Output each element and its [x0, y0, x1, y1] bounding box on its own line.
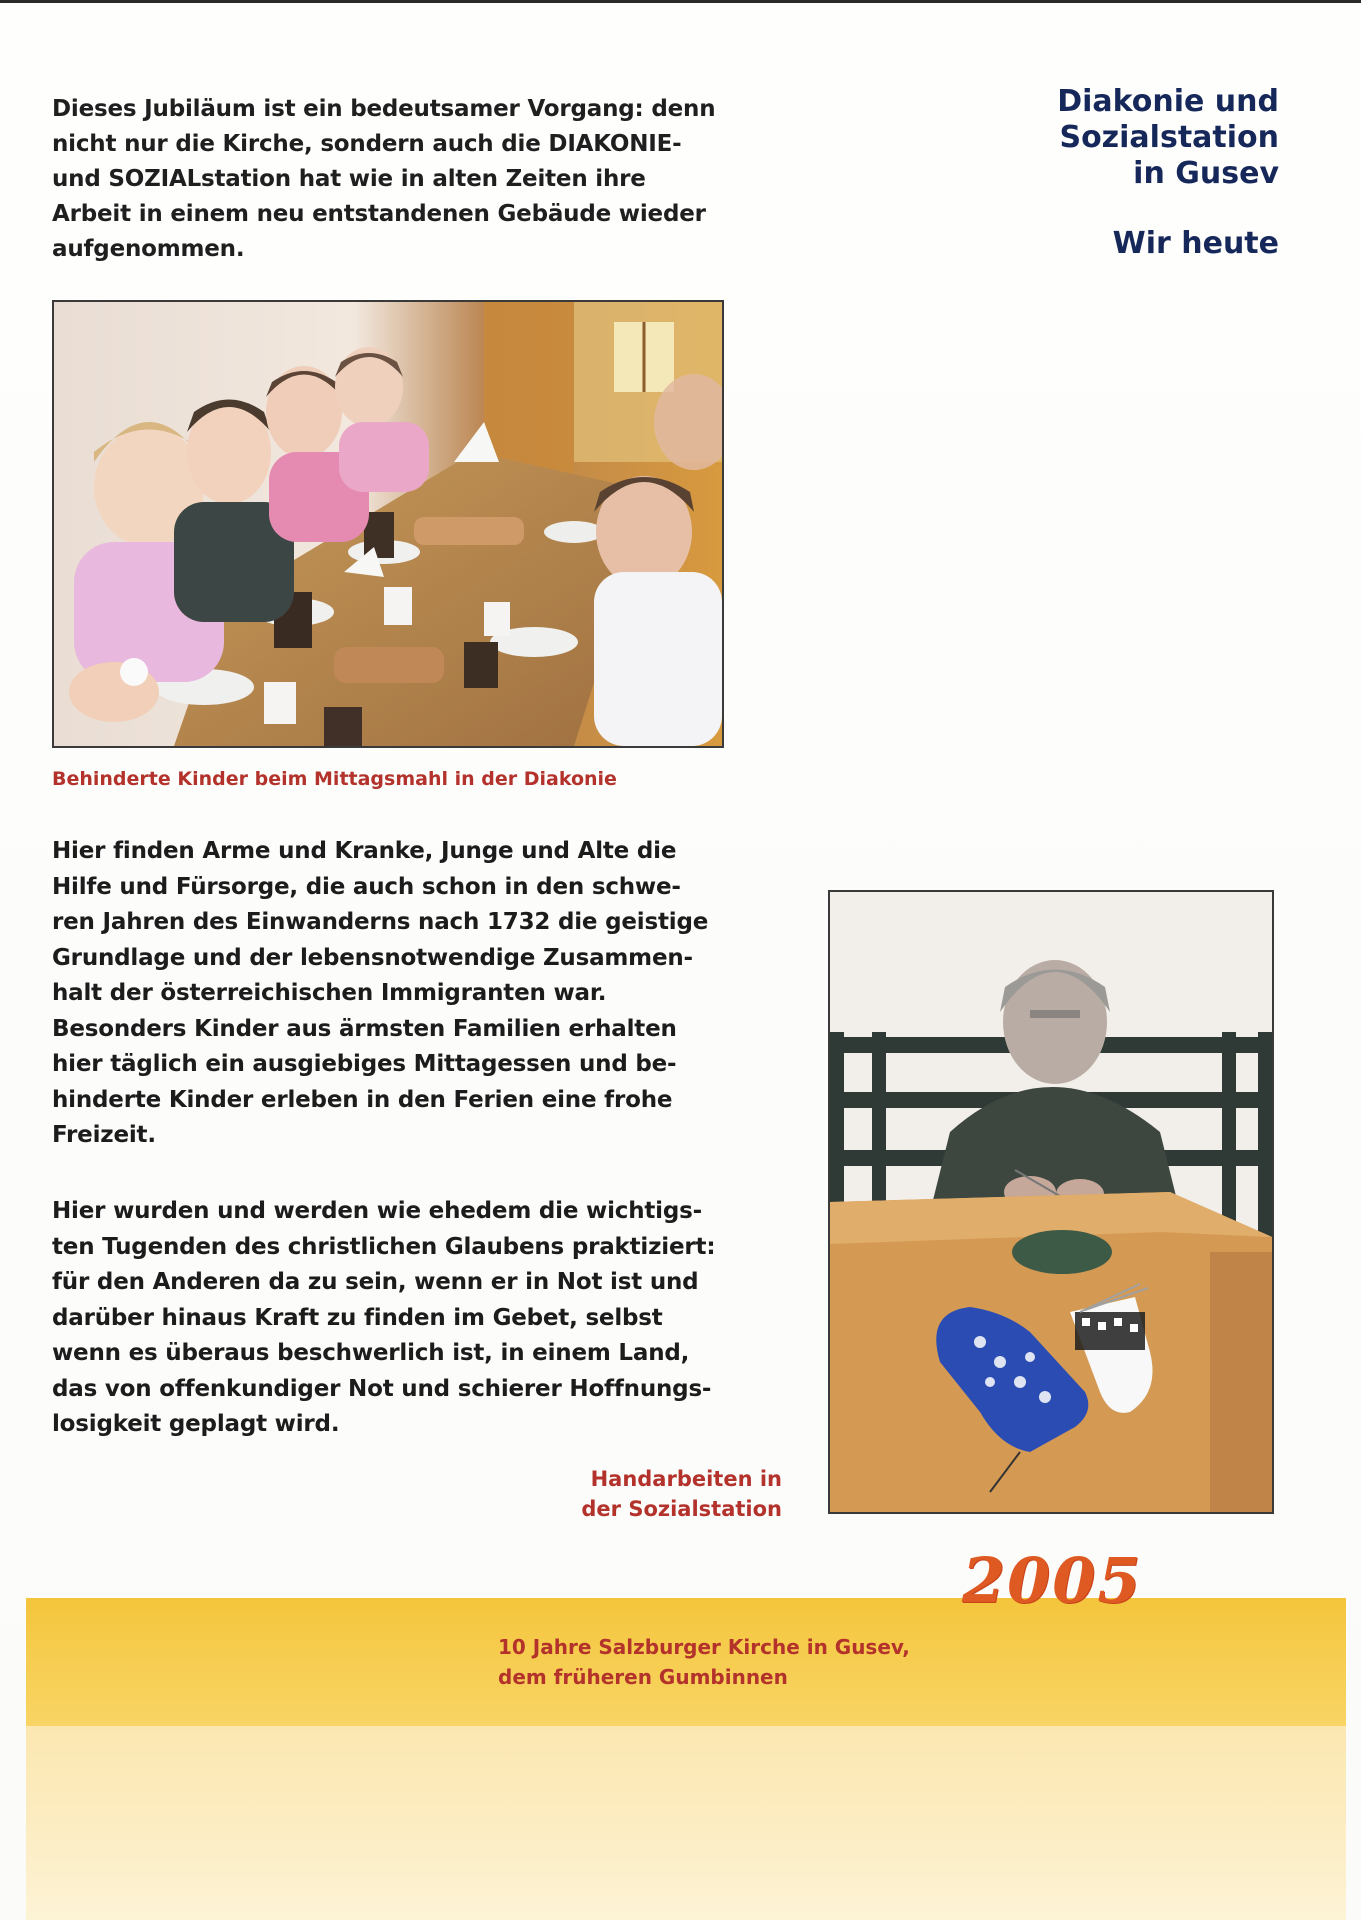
body-line: losigkeit geplagt wird. [52, 1411, 340, 1437]
children-lunch-illustration [54, 302, 722, 746]
body-line: darüber hinaus Kraft zu finden im Gebet, selbst [52, 1304, 663, 1331]
section-title-line-1: Diakonie und [1057, 84, 1279, 119]
body-line: wenn es überaus beschwerlich ist, in einem Land, [52, 1340, 690, 1366]
body-line: Freizeit. [52, 1122, 156, 1148]
top-rule [0, 0, 1361, 3]
children-lunch-photo [52, 300, 724, 748]
knitting-photo-caption [560, 1464, 782, 1524]
intro-line: Arbeit in einem neu entstandenen Gebäude wieder [52, 201, 706, 227]
body-line: Besonders Kinder aus ärmsten Familien erhalten [52, 1015, 677, 1042]
footer-line: 10 Jahre Salzburger Kirche in Gusev, [498, 1635, 910, 1659]
intro-line: nicht nur die Kirche, sondern auch die DIAKONIE- [52, 131, 682, 157]
footer-text [498, 1632, 910, 1692]
body-paragraph-1 [52, 834, 752, 1154]
body-line: halt der österreichischen Immigranten war. [52, 980, 607, 1006]
body-line: Hier wurden und werden wie ehedem die wichtigs- [52, 1198, 702, 1224]
children-photo-caption: Behinderte Kinder beim Mittagsmahl in der Diakonie [52, 768, 617, 790]
footer-line: dem früheren Gumbinnen [498, 1665, 788, 1689]
section-subtitle: Wir heute [1112, 226, 1279, 261]
intro-line: aufgenommen. [52, 236, 245, 262]
body-line: hinderte Kinder erleben in den Ferien eine frohe [52, 1086, 673, 1113]
body-line: Hilfe und Fürsorge, die auch schon in den schwe- [52, 873, 681, 900]
body-line: ren Jahren des Einwanderns nach 1732 die geistige [52, 909, 709, 935]
body-line: das von offenkundiger Not und schierer Hoffnungs- [52, 1375, 712, 1402]
intro-paragraph [52, 92, 762, 267]
section-title-block [919, 84, 1279, 262]
knitting-photo [828, 890, 1274, 1514]
intro-line: und SOZIALstation hat wie in alten Zeiten ihre [52, 166, 646, 192]
body-line: für den Anderen da zu sein, wenn er in Not ist und [52, 1269, 699, 1295]
caption-line: der Sozialstation [581, 1497, 782, 1521]
year-label: 2005 [962, 1544, 1143, 1617]
body-line: hier täglich ein ausgiebiges Mittagessen und be- [52, 1051, 677, 1077]
section-title-line-3: in Gusev [1133, 156, 1279, 191]
knitting-illustration [830, 892, 1272, 1512]
body-paragraph-2 [52, 1194, 752, 1443]
caption-line: Handarbeiten in [590, 1467, 782, 1491]
section-title-line-2: Sozialstation [1059, 120, 1279, 155]
body-line: Grundlage und der lebensnotwendige Zusammen- [52, 944, 693, 971]
footer-lower-band [26, 1726, 1346, 1920]
body-line: Hier finden Arme und Kranke, Junge und Alte die [52, 838, 677, 864]
body-line: ten Tugenden des christlichen Glaubens praktiziert: [52, 1233, 716, 1260]
intro-line: Dieses Jubiläum ist ein bedeutsamer Vorgang: denn [52, 96, 716, 122]
